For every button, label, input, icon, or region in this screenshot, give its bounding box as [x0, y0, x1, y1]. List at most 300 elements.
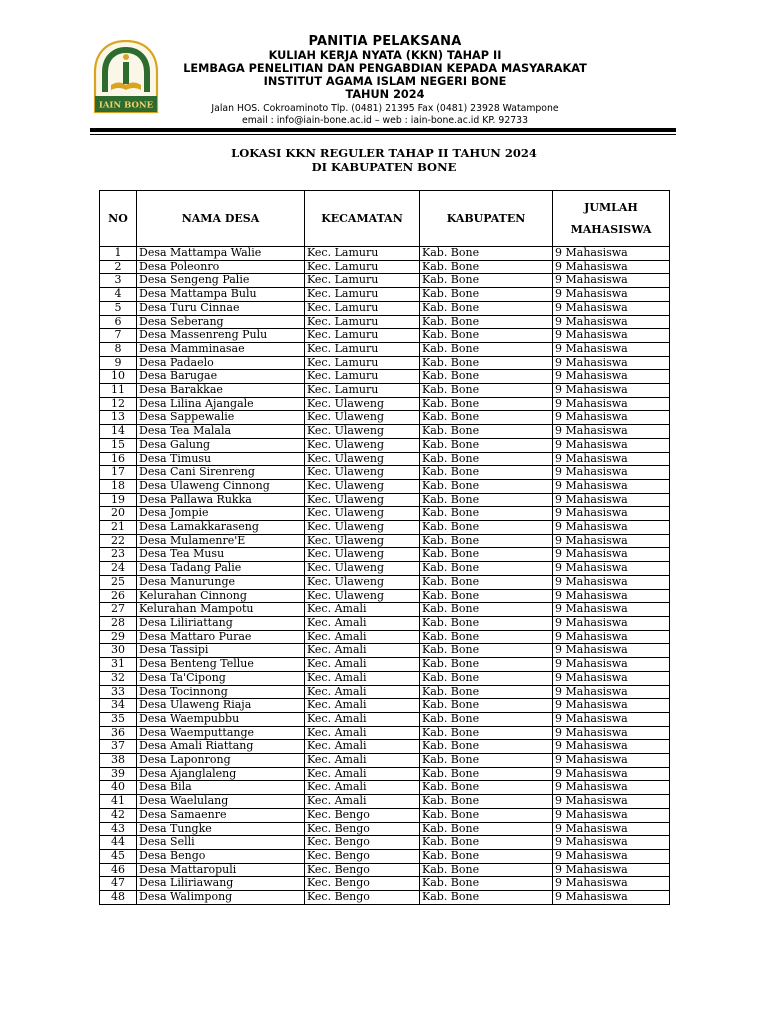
- cell-jumlah: 9 Mahasiswa: [553, 781, 670, 795]
- cell-kabupaten: Kab. Bone: [420, 891, 553, 905]
- table-row: [100, 521, 670, 535]
- cell-kabupaten: Kab. Bone: [420, 699, 553, 713]
- cell-kabupaten: Kab. Bone: [420, 575, 553, 589]
- cell-kabupaten: Kab. Bone: [420, 411, 553, 425]
- cell-jumlah: 9 Mahasiswa: [553, 384, 670, 398]
- table-row: [100, 740, 670, 754]
- table-row: [100, 767, 670, 781]
- cell-kecamatan: Kec. Ulaweng: [305, 466, 420, 480]
- cell-kecamatan: Kec. Ulaweng: [305, 397, 420, 411]
- cell-kecamatan: Kec. Bengo: [305, 836, 420, 850]
- cell-jumlah: 9 Mahasiswa: [553, 644, 670, 658]
- cell-kabupaten: Kab. Bone: [420, 726, 553, 740]
- cell-no: 22: [100, 534, 137, 548]
- cell-kabupaten: Kab. Bone: [420, 712, 553, 726]
- table-row: [100, 329, 670, 343]
- table-row: [100, 479, 670, 493]
- cell-kecamatan: Kec. Amali: [305, 603, 420, 617]
- table-row: [100, 630, 670, 644]
- table-row: [100, 438, 670, 452]
- table-row: [100, 699, 670, 713]
- cell-jumlah: 9 Mahasiswa: [553, 589, 670, 603]
- logo-text: IAIN BONE: [98, 100, 154, 111]
- cell-kecamatan: Kec. Amali: [305, 795, 420, 809]
- cell-nama-desa: Desa Ulaweng Riaja: [137, 699, 305, 713]
- cell-jumlah: 9 Mahasiswa: [553, 740, 670, 754]
- cell-nama-desa: Desa Massenreng Pulu: [137, 329, 305, 343]
- cell-no: 36: [100, 726, 137, 740]
- document-title-line-2: DI KABUPATEN BONE: [311, 160, 457, 174]
- cell-jumlah: 9 Mahasiswa: [553, 630, 670, 644]
- cell-jumlah: 9 Mahasiswa: [553, 616, 670, 630]
- letterhead-institution-unit: LEMBAGA PENELITIAN DAN PENGABDIAN KEPADA MASYARAKAT: [183, 62, 587, 75]
- cell-kabupaten: Kab. Bone: [420, 342, 553, 356]
- cell-jumlah: 9 Mahasiswa: [553, 288, 670, 302]
- cell-jumlah: 9 Mahasiswa: [553, 425, 670, 439]
- cell-no: 46: [100, 863, 137, 877]
- cell-kecamatan: Kec. Amali: [305, 781, 420, 795]
- header-no: NO: [100, 191, 137, 247]
- cell-no: 16: [100, 452, 137, 466]
- cell-kabupaten: Kab. Bone: [420, 754, 553, 768]
- table-row: [100, 863, 670, 877]
- table-row: [100, 795, 670, 809]
- cell-kecamatan: Kec. Amali: [305, 740, 420, 754]
- cell-nama-desa: Desa Galung: [137, 438, 305, 452]
- cell-no: 35: [100, 712, 137, 726]
- cell-nama-desa: Desa Ulaweng Cinnong: [137, 479, 305, 493]
- cell-nama-desa: Desa Tadang Palie: [137, 562, 305, 576]
- cell-jumlah: 9 Mahasiswa: [553, 877, 670, 891]
- cell-nama-desa: Desa Waelulang: [137, 795, 305, 809]
- cell-nama-desa: Desa Seberang: [137, 315, 305, 329]
- cell-jumlah: 9 Mahasiswa: [553, 836, 670, 850]
- cell-nama-desa: Desa Bila: [137, 781, 305, 795]
- logo-star: [123, 54, 129, 60]
- cell-jumlah: 9 Mahasiswa: [553, 891, 670, 905]
- cell-jumlah: 9 Mahasiswa: [553, 849, 670, 863]
- header-jumlah-mahasiswa: [553, 191, 670, 247]
- cell-no: 37: [100, 740, 137, 754]
- cell-kecamatan: Kec. Amali: [305, 685, 420, 699]
- cell-kabupaten: Kab. Bone: [420, 329, 553, 343]
- iain-bone-logo: [92, 40, 160, 114]
- letterhead-committee: PANITIA PELAKSANA: [308, 34, 462, 49]
- cell-no: 24: [100, 562, 137, 576]
- table-row: [100, 836, 670, 850]
- cell-nama-desa: Desa Mamminasae: [137, 342, 305, 356]
- cell-nama-desa: Desa Waempubbu: [137, 712, 305, 726]
- cell-jumlah: 9 Mahasiswa: [553, 603, 670, 617]
- cell-kecamatan: Kec. Bengo: [305, 849, 420, 863]
- cell-nama-desa: Desa Tungke: [137, 822, 305, 836]
- cell-kabupaten: Kab. Bone: [420, 863, 553, 877]
- table-row: [100, 534, 670, 548]
- cell-nama-desa: Desa Liliriawang: [137, 877, 305, 891]
- cell-kecamatan: Kec. Amali: [305, 630, 420, 644]
- cell-kecamatan: Kec. Lamuru: [305, 274, 420, 288]
- table-row: [100, 370, 670, 384]
- cell-jumlah: 9 Mahasiswa: [553, 575, 670, 589]
- cell-kabupaten: Kab. Bone: [420, 288, 553, 302]
- cell-kabupaten: Kab. Bone: [420, 562, 553, 576]
- cell-kecamatan: Kec. Ulaweng: [305, 589, 420, 603]
- cell-nama-desa: Desa Jompie: [137, 507, 305, 521]
- table-row: [100, 260, 670, 274]
- cell-nama-desa: Desa Mattampa Bulu: [137, 288, 305, 302]
- table-row: [100, 891, 670, 905]
- cell-kecamatan: Kec. Bengo: [305, 891, 420, 905]
- table-row: [100, 342, 670, 356]
- cell-no: 42: [100, 808, 137, 822]
- cell-no: 18: [100, 479, 137, 493]
- cell-kecamatan: Kec. Ulaweng: [305, 534, 420, 548]
- cell-kabupaten: Kab. Bone: [420, 247, 553, 261]
- cell-jumlah: 9 Mahasiswa: [553, 479, 670, 493]
- cell-kabupaten: Kab. Bone: [420, 493, 553, 507]
- cell-jumlah: 9 Mahasiswa: [553, 356, 670, 370]
- cell-kecamatan: Kec. Bengo: [305, 863, 420, 877]
- cell-kabupaten: Kab. Bone: [420, 384, 553, 398]
- table-row: [100, 301, 670, 315]
- cell-nama-desa: Desa Waemputtange: [137, 726, 305, 740]
- cell-no: 47: [100, 877, 137, 891]
- cell-kabupaten: Kab. Bone: [420, 822, 553, 836]
- cell-kabupaten: Kab. Bone: [420, 274, 553, 288]
- cell-nama-desa: Desa Amali Riattang: [137, 740, 305, 754]
- cell-no: 5: [100, 301, 137, 315]
- cell-no: 17: [100, 466, 137, 480]
- table-header-row: [100, 191, 670, 247]
- letterhead-institution: INSTITUT AGAMA ISLAM NEGERI BONE: [263, 75, 507, 88]
- cell-kabupaten: Kab. Bone: [420, 521, 553, 535]
- cell-jumlah: 9 Mahasiswa: [553, 658, 670, 672]
- cell-kecamatan: Kec. Amali: [305, 726, 420, 740]
- table-row: [100, 726, 670, 740]
- cell-kecamatan: Kec. Amali: [305, 699, 420, 713]
- cell-kabupaten: Kab. Bone: [420, 479, 553, 493]
- cell-no: 40: [100, 781, 137, 795]
- cell-no: 25: [100, 575, 137, 589]
- cell-no: 38: [100, 754, 137, 768]
- cell-kecamatan: Kec. Lamuru: [305, 301, 420, 315]
- table-row: [100, 274, 670, 288]
- cell-kecamatan: Kec. Ulaweng: [305, 562, 420, 576]
- cell-jumlah: 9 Mahasiswa: [553, 795, 670, 809]
- cell-jumlah: 9 Mahasiswa: [553, 301, 670, 315]
- cell-jumlah: 9 Mahasiswa: [553, 767, 670, 781]
- table-row: [100, 452, 670, 466]
- cell-nama-desa: Desa Sappewalie: [137, 411, 305, 425]
- table-row: [100, 712, 670, 726]
- cell-kabupaten: Kab. Bone: [420, 836, 553, 850]
- cell-no: 23: [100, 548, 137, 562]
- cell-no: 3: [100, 274, 137, 288]
- table-row: [100, 671, 670, 685]
- table-row: [100, 616, 670, 630]
- cell-kabupaten: Kab. Bone: [420, 795, 553, 809]
- cell-no: 43: [100, 822, 137, 836]
- cell-kecamatan: Kec. Ulaweng: [305, 452, 420, 466]
- cell-no: 48: [100, 891, 137, 905]
- cell-jumlah: 9 Mahasiswa: [553, 712, 670, 726]
- cell-nama-desa: Desa Barakkae: [137, 384, 305, 398]
- cell-kabupaten: Kab. Bone: [420, 507, 553, 521]
- cell-nama-desa: Kelurahan Cinnong: [137, 589, 305, 603]
- cell-nama-desa: Desa Tocinnong: [137, 685, 305, 699]
- cell-kecamatan: Kec. Lamuru: [305, 370, 420, 384]
- cell-no: 30: [100, 644, 137, 658]
- table-row: [100, 288, 670, 302]
- letterhead-program: KULIAH KERJA NYATA (KKN) TAHAP II: [268, 49, 502, 62]
- cell-nama-desa: Desa Poleonro: [137, 260, 305, 274]
- cell-kecamatan: Kec. Lamuru: [305, 356, 420, 370]
- cell-no: 27: [100, 603, 137, 617]
- cell-no: 19: [100, 493, 137, 507]
- cell-kabupaten: Kab. Bone: [420, 260, 553, 274]
- letterhead-divider-thick: [90, 128, 676, 132]
- table-row: [100, 466, 670, 480]
- cell-jumlah: 9 Mahasiswa: [553, 329, 670, 343]
- table-body: [100, 247, 670, 905]
- cell-kabupaten: Kab. Bone: [420, 397, 553, 411]
- cell-nama-desa: Desa Tea Musu: [137, 548, 305, 562]
- cell-kabupaten: Kab. Bone: [420, 658, 553, 672]
- header-kecamatan: KECAMATAN: [305, 191, 420, 247]
- table-row: [100, 562, 670, 576]
- logo-pillar: [123, 62, 129, 84]
- cell-jumlah: 9 Mahasiswa: [553, 548, 670, 562]
- cell-kecamatan: Kec. Bengo: [305, 808, 420, 822]
- cell-kecamatan: Kec. Ulaweng: [305, 425, 420, 439]
- cell-no: 39: [100, 767, 137, 781]
- cell-kecamatan: Kec. Lamuru: [305, 342, 420, 356]
- cell-nama-desa: Desa Manurunge: [137, 575, 305, 589]
- cell-kabupaten: Kab. Bone: [420, 534, 553, 548]
- table-row: [100, 808, 670, 822]
- cell-no: 21: [100, 521, 137, 535]
- cell-no: 45: [100, 849, 137, 863]
- table-row: [100, 781, 670, 795]
- cell-nama-desa: Desa Barugae: [137, 370, 305, 384]
- cell-nama-desa: Desa Lamakkaraseng: [137, 521, 305, 535]
- table-row: [100, 548, 670, 562]
- cell-kabupaten: Kab. Bone: [420, 877, 553, 891]
- cell-no: 34: [100, 699, 137, 713]
- table-row: [100, 685, 670, 699]
- cell-kabupaten: Kab. Bone: [420, 630, 553, 644]
- cell-kecamatan: Kec. Ulaweng: [305, 438, 420, 452]
- document-title-line-1: LOKASI KKN REGULER TAHAP II TAHUN 2024: [231, 146, 537, 160]
- cell-no: 2: [100, 260, 137, 274]
- cell-jumlah: 9 Mahasiswa: [553, 562, 670, 576]
- cell-jumlah: 9 Mahasiswa: [553, 342, 670, 356]
- table-row: [100, 877, 670, 891]
- cell-kabupaten: Kab. Bone: [420, 671, 553, 685]
- cell-nama-desa: Desa Turu Cinnae: [137, 301, 305, 315]
- cell-no: 14: [100, 425, 137, 439]
- letterhead-divider-thin: [90, 134, 676, 135]
- header-nama-desa: NAMA DESA: [137, 191, 305, 247]
- cell-jumlah: 9 Mahasiswa: [553, 370, 670, 384]
- table-row: [100, 315, 670, 329]
- cell-nama-desa: Desa Mattaropuli: [137, 863, 305, 877]
- cell-no: 28: [100, 616, 137, 630]
- cell-kecamatan: Kec. Ulaweng: [305, 493, 420, 507]
- cell-kabupaten: Kab. Bone: [420, 315, 553, 329]
- table-row: [100, 397, 670, 411]
- cell-jumlah: 9 Mahasiswa: [553, 671, 670, 685]
- cell-jumlah: 9 Mahasiswa: [553, 466, 670, 480]
- cell-nama-desa: Desa Cani Sirenreng: [137, 466, 305, 480]
- cell-no: 4: [100, 288, 137, 302]
- cell-kecamatan: Kec. Ulaweng: [305, 548, 420, 562]
- cell-kabupaten: Kab. Bone: [420, 644, 553, 658]
- cell-jumlah: 9 Mahasiswa: [553, 274, 670, 288]
- cell-kecamatan: Kec. Ulaweng: [305, 411, 420, 425]
- cell-kabupaten: Kab. Bone: [420, 849, 553, 863]
- cell-no: 1: [100, 247, 137, 261]
- cell-nama-desa: Desa Samaenre: [137, 808, 305, 822]
- cell-kecamatan: Kec. Ulaweng: [305, 521, 420, 535]
- cell-no: 11: [100, 384, 137, 398]
- location-table: [99, 190, 670, 905]
- cell-nama-desa: Desa Laponrong: [137, 754, 305, 768]
- cell-kecamatan: Kec. Lamuru: [305, 288, 420, 302]
- cell-kabupaten: Kab. Bone: [420, 452, 553, 466]
- cell-kabupaten: Kab. Bone: [420, 740, 553, 754]
- cell-no: 9: [100, 356, 137, 370]
- cell-nama-desa: Desa Walimpong: [137, 891, 305, 905]
- cell-kecamatan: Kec. Lamuru: [305, 315, 420, 329]
- cell-jumlah: 9 Mahasiswa: [553, 315, 670, 329]
- cell-jumlah: 9 Mahasiswa: [553, 754, 670, 768]
- cell-nama-desa: Desa Benteng Tellue: [137, 658, 305, 672]
- table-row: [100, 589, 670, 603]
- cell-no: 32: [100, 671, 137, 685]
- cell-jumlah: 9 Mahasiswa: [553, 534, 670, 548]
- cell-kabupaten: Kab. Bone: [420, 438, 553, 452]
- cell-nama-desa: Desa Padaelo: [137, 356, 305, 370]
- cell-nama-desa: Desa Ta'Cipong: [137, 671, 305, 685]
- cell-jumlah: 9 Mahasiswa: [553, 699, 670, 713]
- cell-jumlah: 9 Mahasiswa: [553, 493, 670, 507]
- cell-no: 13: [100, 411, 137, 425]
- cell-no: 26: [100, 589, 137, 603]
- cell-kabupaten: Kab. Bone: [420, 425, 553, 439]
- cell-no: 6: [100, 315, 137, 329]
- cell-kabupaten: Kab. Bone: [420, 356, 553, 370]
- table-row: [100, 575, 670, 589]
- cell-kecamatan: Kec. Amali: [305, 644, 420, 658]
- cell-kabupaten: Kab. Bone: [420, 808, 553, 822]
- cell-no: 31: [100, 658, 137, 672]
- cell-kabupaten: Kab. Bone: [420, 603, 553, 617]
- table-row: [100, 356, 670, 370]
- cell-kabupaten: Kab. Bone: [420, 370, 553, 384]
- cell-kecamatan: Kec. Ulaweng: [305, 575, 420, 589]
- cell-nama-desa: Desa Tea Malala: [137, 425, 305, 439]
- cell-kabupaten: Kab. Bone: [420, 548, 553, 562]
- cell-kecamatan: Kec. Lamuru: [305, 329, 420, 343]
- letterhead-address: Jalan HOS. Cokroaminoto Tlp. (0481) 21395 Fax (0481) 23928 Watampone: [211, 103, 559, 114]
- cell-nama-desa: Desa Sengeng Palie: [137, 274, 305, 288]
- cell-kecamatan: Kec. Amali: [305, 767, 420, 781]
- cell-nama-desa: Kelurahan Mampotu: [137, 603, 305, 617]
- letterhead: [160, 34, 610, 127]
- table-row: [100, 384, 670, 398]
- cell-kecamatan: Kec. Bengo: [305, 877, 420, 891]
- cell-no: 10: [100, 370, 137, 384]
- header-jumlah-line-1: JUMLAH: [584, 200, 638, 214]
- cell-kecamatan: Kec. Ulaweng: [305, 479, 420, 493]
- cell-jumlah: 9 Mahasiswa: [553, 260, 670, 274]
- table-row: [100, 411, 670, 425]
- cell-kecamatan: Kec. Amali: [305, 658, 420, 672]
- cell-jumlah: 9 Mahasiswa: [553, 507, 670, 521]
- cell-kecamatan: Kec. Lamuru: [305, 260, 420, 274]
- cell-kabupaten: Kab. Bone: [420, 616, 553, 630]
- table-row: [100, 849, 670, 863]
- table-row: [100, 493, 670, 507]
- document-title: [0, 146, 768, 174]
- cell-nama-desa: Desa Timusu: [137, 452, 305, 466]
- table-row: [100, 658, 670, 672]
- header-kabupaten: KABUPATEN: [420, 191, 553, 247]
- cell-nama-desa: Desa Pallawa Rukka: [137, 493, 305, 507]
- cell-kecamatan: Kec. Amali: [305, 616, 420, 630]
- cell-jumlah: 9 Mahasiswa: [553, 397, 670, 411]
- cell-jumlah: 9 Mahasiswa: [553, 411, 670, 425]
- cell-kecamatan: Kec. Ulaweng: [305, 507, 420, 521]
- table-row: [100, 247, 670, 261]
- letterhead-year: TAHUN 2024: [345, 88, 425, 101]
- cell-no: 33: [100, 685, 137, 699]
- table-row: [100, 507, 670, 521]
- cell-jumlah: 9 Mahasiswa: [553, 438, 670, 452]
- cell-no: 44: [100, 836, 137, 850]
- cell-nama-desa: Desa Tassipi: [137, 644, 305, 658]
- cell-jumlah: 9 Mahasiswa: [553, 822, 670, 836]
- cell-jumlah: 9 Mahasiswa: [553, 247, 670, 261]
- cell-nama-desa: Desa Bengo: [137, 849, 305, 863]
- cell-no: 12: [100, 397, 137, 411]
- cell-kabupaten: Kab. Bone: [420, 767, 553, 781]
- cell-kecamatan: Kec. Amali: [305, 754, 420, 768]
- cell-kabupaten: Kab. Bone: [420, 589, 553, 603]
- cell-kabupaten: Kab. Bone: [420, 301, 553, 315]
- cell-nama-desa: Desa Lilina Ajangale: [137, 397, 305, 411]
- cell-kabupaten: Kab. Bone: [420, 685, 553, 699]
- cell-kecamatan: Kec. Lamuru: [305, 384, 420, 398]
- cell-no: 15: [100, 438, 137, 452]
- cell-kecamatan: Kec. Amali: [305, 671, 420, 685]
- table-row: [100, 603, 670, 617]
- table-row: [100, 822, 670, 836]
- cell-kabupaten: Kab. Bone: [420, 781, 553, 795]
- table-row: [100, 425, 670, 439]
- header-jumlah-line-2: MAHASISWA: [570, 222, 652, 236]
- cell-no: 29: [100, 630, 137, 644]
- cell-kecamatan: Kec. Amali: [305, 712, 420, 726]
- cell-nama-desa: Desa Liliriattang: [137, 616, 305, 630]
- cell-nama-desa: Desa Mattampa Walie: [137, 247, 305, 261]
- cell-nama-desa: Desa Mulamenre'E: [137, 534, 305, 548]
- cell-jumlah: 9 Mahasiswa: [553, 726, 670, 740]
- cell-jumlah: 9 Mahasiswa: [553, 521, 670, 535]
- cell-kabupaten: Kab. Bone: [420, 466, 553, 480]
- cell-no: 8: [100, 342, 137, 356]
